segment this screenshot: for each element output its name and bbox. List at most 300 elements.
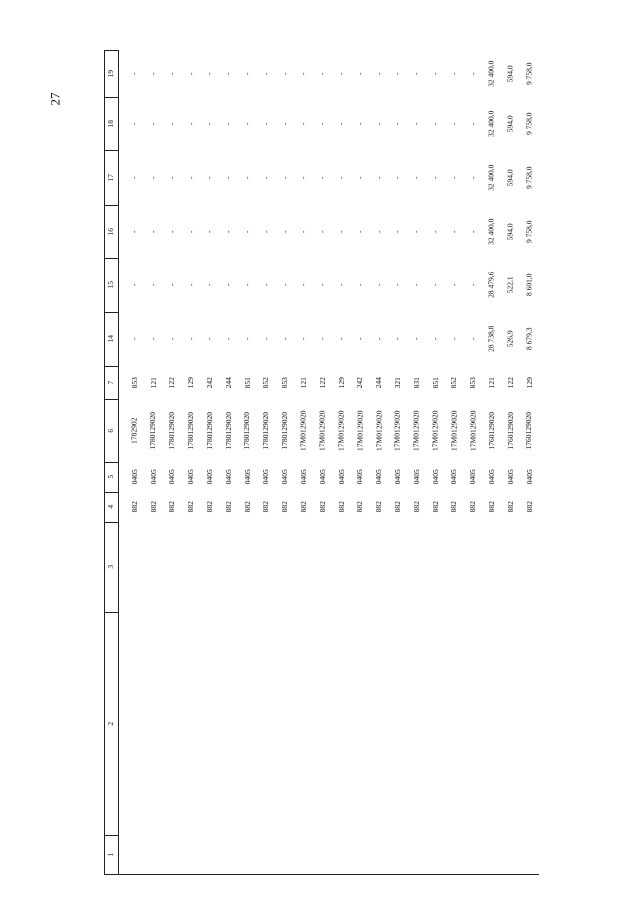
cell-text: 1780129020 <box>280 411 290 450</box>
table-border-line <box>104 874 539 875</box>
cell-text: 882 <box>280 501 290 513</box>
cell-text: 17M0129020 <box>374 410 384 451</box>
table-cell <box>275 399 294 462</box>
cell-text: - <box>242 337 252 341</box>
table-cell <box>351 462 370 492</box>
table-cell <box>332 97 351 150</box>
table-cell <box>520 150 539 205</box>
cell-text: 526,9 <box>505 330 515 348</box>
cell-text: 121 <box>298 376 308 389</box>
cell-text: - <box>129 72 139 75</box>
cell-text: - <box>317 283 327 287</box>
cell-text: 594,0 <box>505 169 515 186</box>
table-cell <box>125 97 144 150</box>
cell-text: - <box>280 122 290 125</box>
cell-text: - <box>186 72 196 75</box>
cell-text: - <box>449 122 459 125</box>
table-cell <box>313 150 332 205</box>
table-cell <box>163 205 182 258</box>
cell-text: - <box>261 176 271 179</box>
cell-text: - <box>374 337 384 341</box>
cell-text: 0405 <box>242 469 252 485</box>
table-cell <box>200 150 219 205</box>
cell-text: - <box>374 72 384 75</box>
cell-text: - <box>261 122 271 125</box>
cell-text: - <box>336 122 346 125</box>
table-cell <box>388 492 407 522</box>
cell-text: - <box>223 72 233 75</box>
cell-text: 0405 <box>223 469 233 485</box>
cell-text: 0405 <box>449 469 459 485</box>
cell-text: 882 <box>298 501 308 513</box>
cell-text: 882 <box>355 501 365 513</box>
table-cell <box>238 312 257 366</box>
cell-text: - <box>468 283 478 287</box>
cell-text: 0405 <box>204 469 214 485</box>
cell-text: 882 <box>129 501 139 513</box>
table-cell <box>520 366 539 399</box>
cell-text: 851 <box>430 376 440 389</box>
table-header-cell <box>104 522 118 612</box>
cell-text: - <box>336 72 346 75</box>
cell-text: 32 400,0 <box>486 110 496 137</box>
table-cell <box>332 258 351 312</box>
table-cell <box>257 462 276 492</box>
table-cell <box>482 205 501 258</box>
cell-text: - <box>242 122 252 125</box>
cell-text: 17M0129020 <box>430 410 440 451</box>
table-cell <box>238 462 257 492</box>
cell-text: - <box>186 337 196 341</box>
cell-text: - <box>129 122 139 125</box>
cell-text: - <box>186 230 196 233</box>
cell-text: 594,0 <box>505 115 515 132</box>
cell-text: - <box>167 122 177 125</box>
cell-text: 882 <box>336 501 346 513</box>
table-cell <box>181 50 200 97</box>
table-cell <box>200 366 219 399</box>
cell-text: 1760129020 <box>524 411 534 450</box>
table-cell <box>520 205 539 258</box>
table-cell <box>501 97 520 150</box>
cell-text: - <box>430 72 440 75</box>
cell-text: - <box>204 176 214 179</box>
table-header-cell <box>104 205 118 258</box>
table-cell <box>501 462 520 492</box>
table-cell <box>388 366 407 399</box>
cell-text: - <box>430 176 440 179</box>
table-cell <box>369 150 388 205</box>
table-cell <box>501 205 520 258</box>
table-cell <box>125 462 144 492</box>
table-cell <box>163 97 182 150</box>
cell-text: - <box>317 72 327 75</box>
table-cell <box>426 150 445 205</box>
table-cell <box>445 462 464 492</box>
cell-text: - <box>355 283 365 287</box>
cell-text: - <box>280 176 290 179</box>
cell-text: - <box>223 337 233 341</box>
table-cell <box>426 312 445 366</box>
table-cell <box>426 462 445 492</box>
cell-text: 0405 <box>317 469 327 485</box>
cell-text: - <box>336 337 346 341</box>
table-cell <box>520 50 539 97</box>
table-cell <box>369 462 388 492</box>
cell-text: 0405 <box>261 469 271 485</box>
table-cell <box>351 492 370 522</box>
table-cell <box>181 150 200 205</box>
cell-text: - <box>298 283 308 287</box>
table-cell <box>257 258 276 312</box>
cell-text: 17M0129020 <box>298 410 308 451</box>
cell-text: 0405 <box>148 469 158 485</box>
table-cell <box>313 312 332 366</box>
table-cell <box>238 258 257 312</box>
cell-text: - <box>261 72 271 75</box>
cell-text: - <box>129 283 139 287</box>
table-cell <box>200 258 219 312</box>
cell-text: - <box>317 230 327 233</box>
table-cell <box>482 150 501 205</box>
cell-text: - <box>355 176 365 179</box>
table-cell <box>275 492 294 522</box>
cell-text: 1780129020 <box>167 411 177 450</box>
table-cell <box>426 97 445 150</box>
cell-text: 882 <box>167 501 177 513</box>
table-header-cell <box>104 366 118 399</box>
cell-text: - <box>449 230 459 233</box>
cell-text: - <box>374 176 384 179</box>
cell-text: - <box>204 337 214 341</box>
table-cell <box>163 50 182 97</box>
table-cell <box>144 150 163 205</box>
table-cell <box>257 97 276 150</box>
cell-text: - <box>261 337 271 341</box>
cell-text: - <box>204 283 214 287</box>
cell-text: 1780129020 <box>148 411 158 450</box>
table-cell <box>332 312 351 366</box>
table-cell <box>238 492 257 522</box>
table-cell <box>407 366 426 399</box>
table-header-cell <box>104 612 118 835</box>
cell-text: - <box>242 283 252 287</box>
table-cell <box>332 150 351 205</box>
table-cell <box>238 205 257 258</box>
table-cell <box>125 312 144 366</box>
cell-text: 831 <box>411 376 421 389</box>
table-cell <box>426 492 445 522</box>
table-cell <box>388 399 407 462</box>
table-cell <box>275 462 294 492</box>
table-cell <box>144 97 163 150</box>
cell-text: 853 <box>280 376 290 389</box>
table-cell <box>313 258 332 312</box>
table-cell <box>275 258 294 312</box>
cell-text: 1782902 <box>129 417 139 444</box>
cell-text: 8 679,3 <box>524 327 534 351</box>
table-cell <box>482 462 501 492</box>
table-cell <box>181 399 200 462</box>
table-cell <box>238 50 257 97</box>
table-cell <box>407 150 426 205</box>
table-cell <box>482 97 501 150</box>
table-cell <box>275 50 294 97</box>
table-cell <box>463 50 482 97</box>
table-cell <box>313 50 332 97</box>
cell-text: 852 <box>449 376 459 389</box>
cell-text: 9 758,0 <box>524 220 534 243</box>
table-cell <box>238 97 257 150</box>
table-cell <box>501 492 520 522</box>
table-cell <box>407 205 426 258</box>
cell-text: 0405 <box>298 469 308 485</box>
table-cell <box>219 366 238 399</box>
cell-text: - <box>204 230 214 233</box>
table-cell <box>294 97 313 150</box>
cell-text: - <box>298 72 308 75</box>
cell-text: - <box>430 122 440 125</box>
cell-text: 882 <box>486 501 496 513</box>
table-cell <box>144 50 163 97</box>
table-cell <box>200 97 219 150</box>
cell-text: 1760129020 <box>486 411 496 450</box>
cell-text: - <box>129 230 139 233</box>
cell-text: 17M0129020 <box>449 410 459 451</box>
table-cell <box>219 399 238 462</box>
cell-text: - <box>355 337 365 341</box>
cell-text: 0405 <box>505 469 515 485</box>
table-cell <box>388 205 407 258</box>
table-cell <box>313 366 332 399</box>
table-cell <box>351 312 370 366</box>
cell-text: 0405 <box>392 469 402 485</box>
header-label: 3 <box>106 565 116 569</box>
cell-text: - <box>223 176 233 179</box>
cell-text: 1780129020 <box>204 411 214 450</box>
table-cell <box>144 205 163 258</box>
cell-text: - <box>430 337 440 341</box>
table-cell <box>275 150 294 205</box>
table-cell <box>407 492 426 522</box>
cell-text: - <box>167 230 177 233</box>
table-header-cell <box>104 258 118 312</box>
table-cell <box>426 50 445 97</box>
table-cell <box>163 492 182 522</box>
cell-text: 0405 <box>411 469 421 485</box>
table-cell <box>463 150 482 205</box>
table-cell <box>238 399 257 462</box>
table-cell <box>200 50 219 97</box>
table-cell <box>426 399 445 462</box>
table-border-line <box>118 50 119 874</box>
table-cell <box>332 462 351 492</box>
table-cell <box>407 399 426 462</box>
header-label: 14 <box>106 335 116 343</box>
table-cell <box>313 97 332 150</box>
cell-text: - <box>167 72 177 75</box>
cell-text: 0405 <box>167 469 177 485</box>
table-cell <box>181 366 200 399</box>
cell-text: 882 <box>204 501 214 513</box>
cell-text: - <box>148 230 158 233</box>
table-cell <box>238 366 257 399</box>
cell-text: 0405 <box>374 469 384 485</box>
header-label: 1 <box>106 852 116 857</box>
header-label: 2 <box>106 721 116 726</box>
table-cell <box>219 492 238 522</box>
table-cell <box>332 366 351 399</box>
table-cell <box>294 50 313 97</box>
cell-text: - <box>392 283 402 287</box>
table-cell <box>125 258 144 312</box>
cell-text: - <box>167 176 177 179</box>
table-cell <box>219 312 238 366</box>
cell-text: - <box>374 283 384 287</box>
cell-text: - <box>336 176 346 179</box>
cell-text: 882 <box>430 501 440 513</box>
table-cell <box>482 492 501 522</box>
table-cell <box>520 312 539 366</box>
cell-text: 17M0129020 <box>355 410 365 451</box>
cell-text: - <box>449 337 459 341</box>
cell-text: 851 <box>242 376 252 389</box>
table-cell <box>125 399 144 462</box>
cell-text: - <box>411 337 421 341</box>
table-cell <box>388 50 407 97</box>
table-cell <box>144 399 163 462</box>
header-label: 16 <box>106 227 116 236</box>
cell-text: 17M0129020 <box>317 410 327 451</box>
cell-text: - <box>148 337 158 341</box>
table-header-cell <box>104 50 118 97</box>
cell-text: 852 <box>261 376 271 389</box>
table-cell <box>351 258 370 312</box>
header-label: 6 <box>106 428 116 433</box>
table-cell <box>181 258 200 312</box>
cell-text: - <box>392 230 402 233</box>
table-cell <box>219 50 238 97</box>
table-cell <box>144 366 163 399</box>
table-cell <box>520 97 539 150</box>
table-cell <box>445 150 464 205</box>
header-label: 4 <box>106 505 116 509</box>
table-cell <box>125 50 144 97</box>
table-cell <box>219 205 238 258</box>
cell-text: - <box>242 72 252 75</box>
cell-text: 121 <box>486 376 496 389</box>
table-cell <box>388 97 407 150</box>
cell-text: 882 <box>261 501 271 513</box>
cell-text: 28 479,6 <box>486 271 496 299</box>
table-cell <box>445 97 464 150</box>
cell-text: 1780129020 <box>242 411 252 450</box>
cell-text: - <box>280 72 290 75</box>
table-cell <box>163 366 182 399</box>
cell-text: 129 <box>186 376 196 389</box>
cell-text: - <box>374 230 384 233</box>
table-cell <box>294 205 313 258</box>
table-cell <box>275 312 294 366</box>
cell-text: 17M0129020 <box>336 410 346 451</box>
table-cell <box>501 150 520 205</box>
header-label: 7 <box>106 380 116 385</box>
table-cell <box>426 258 445 312</box>
table-cell <box>257 50 276 97</box>
table-cell <box>407 462 426 492</box>
table-cell <box>144 492 163 522</box>
table-cell <box>219 97 238 150</box>
table-cell <box>501 366 520 399</box>
table-cell <box>369 399 388 462</box>
cell-text: 9 758,0 <box>524 62 534 85</box>
table-cell <box>181 312 200 366</box>
cell-text: - <box>468 176 478 179</box>
cell-text: - <box>411 72 421 75</box>
table-cell <box>163 399 182 462</box>
page-number-text: 27 <box>47 92 62 106</box>
cell-text: - <box>336 230 346 233</box>
cell-text: 882 <box>317 501 327 513</box>
cell-text: - <box>186 122 196 125</box>
table-cell <box>163 258 182 312</box>
table-cell <box>313 492 332 522</box>
header-label: 19 <box>106 69 116 78</box>
table-cell <box>294 492 313 522</box>
cell-text: - <box>148 122 158 125</box>
table-cell <box>463 399 482 462</box>
table-cell <box>275 97 294 150</box>
cell-text: 0405 <box>430 469 440 485</box>
table-cell <box>501 312 520 366</box>
cell-text: - <box>449 283 459 287</box>
table-cell <box>257 366 276 399</box>
cell-text: - <box>468 122 478 125</box>
table-cell <box>482 50 501 97</box>
cell-text: - <box>261 230 271 233</box>
table-cell <box>388 258 407 312</box>
cell-text: - <box>298 176 308 179</box>
cell-text: 0405 <box>129 469 139 485</box>
table-cell <box>294 312 313 366</box>
cell-text: - <box>355 72 365 75</box>
table-cell <box>520 492 539 522</box>
cell-text: 242 <box>204 376 214 389</box>
table-cell <box>463 205 482 258</box>
table-header-cell <box>104 399 118 462</box>
cell-text: 882 <box>505 501 515 513</box>
table-cell <box>332 50 351 97</box>
cell-text: 882 <box>186 501 196 513</box>
table-cell <box>351 399 370 462</box>
cell-text: 244 <box>374 376 384 389</box>
cell-text: - <box>148 176 158 179</box>
cell-text: 882 <box>449 501 459 513</box>
table-header-cell <box>104 835 118 874</box>
table-header-cell <box>104 97 118 150</box>
cell-text: 882 <box>392 501 402 513</box>
cell-text: - <box>298 337 308 341</box>
table-cell <box>181 97 200 150</box>
cell-text: - <box>317 176 327 179</box>
table-cell <box>369 97 388 150</box>
table-header-cell <box>104 312 118 366</box>
cell-text: - <box>280 230 290 233</box>
cell-text: - <box>242 176 252 179</box>
cell-text: - <box>374 122 384 125</box>
cell-text: - <box>468 230 478 233</box>
table-cell <box>219 462 238 492</box>
